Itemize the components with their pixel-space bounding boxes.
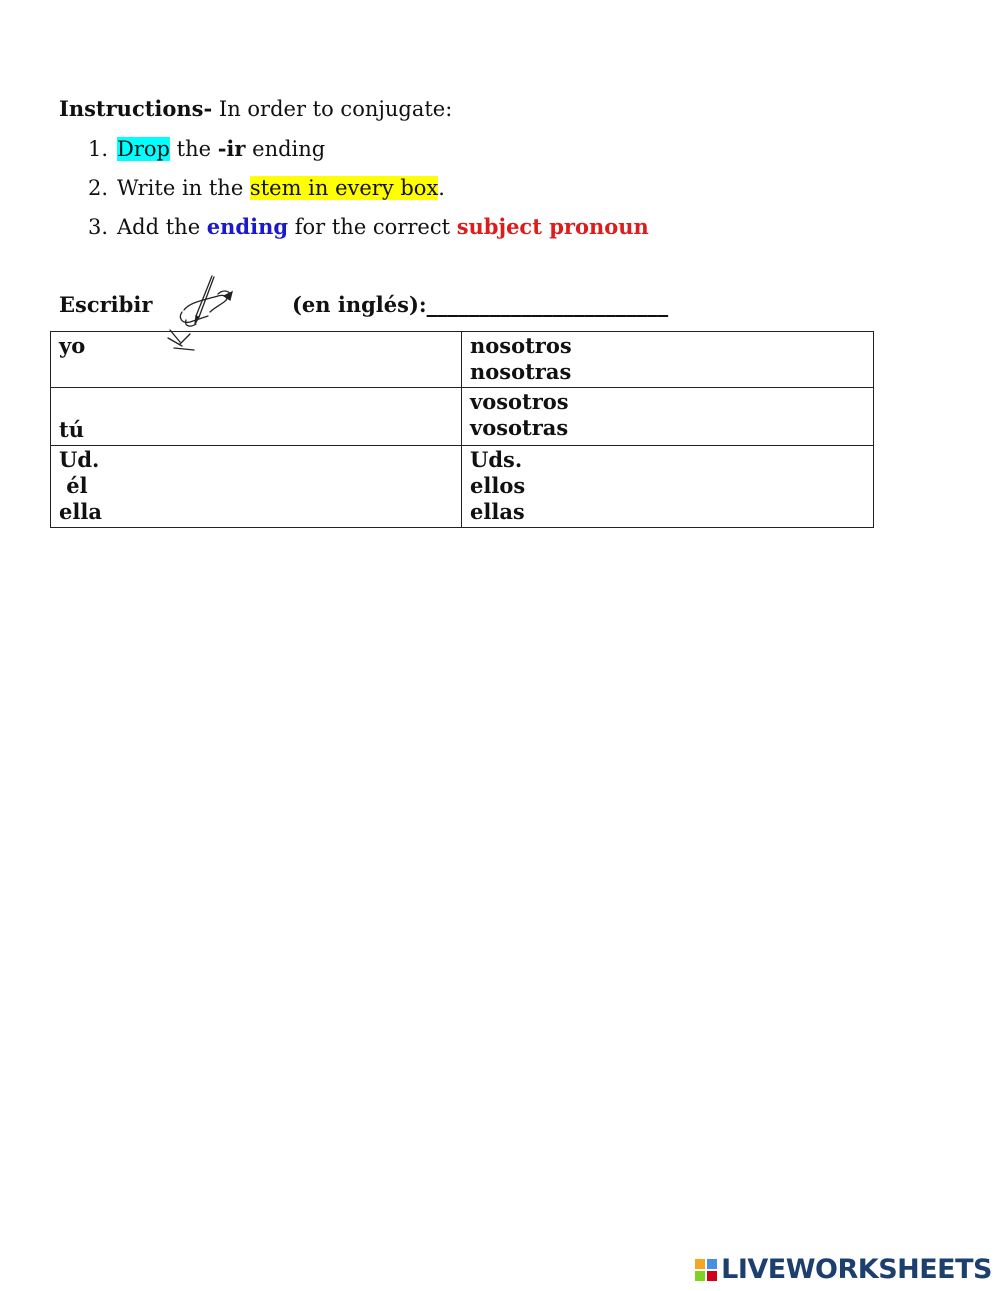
ending-word: ending: [206, 214, 289, 239]
cell-tu[interactable]: [51, 388, 462, 446]
pronoun-ud: Ud.: [59, 447, 100, 472]
cell-nosotros[interactable]: [462, 332, 874, 388]
step-text: the: [169, 137, 218, 161]
cell-ud[interactable]: [51, 446, 462, 528]
pronoun-tu: tú: [59, 417, 84, 442]
highlight-stem: stem in every box: [249, 176, 439, 200]
step-text: Write in the: [117, 176, 250, 200]
cell-yo[interactable]: [51, 332, 462, 388]
ir-ending: -ir: [217, 136, 246, 161]
subject-pronoun-word: subject pronoun: [456, 214, 649, 239]
pronoun-ellas: ellas: [470, 499, 525, 524]
pronoun-nosotras: nosotras: [470, 359, 572, 384]
step-text: Add the: [117, 215, 207, 239]
step-3: [88, 214, 649, 253]
liveworksheets-logo: [695, 1254, 992, 1285]
cell-vosotros[interactable]: [462, 388, 874, 446]
highlight-drop: Drop: [117, 137, 170, 161]
pronoun-ella: ella: [59, 499, 102, 524]
instructions-heading: [59, 96, 452, 122]
pronoun-ellos: ellos: [470, 473, 526, 498]
step-1: [88, 136, 649, 175]
instructions-text: In order to conjugate:: [212, 97, 453, 121]
brand-name: LIVEWORKSHEETS: [721, 1254, 992, 1285]
pronoun-yo: yo: [59, 333, 86, 358]
liveworksheets-logo-icon: [695, 1259, 717, 1281]
instructions-label: Instructions-: [59, 96, 213, 121]
table-row: [51, 388, 874, 446]
step-number: 1.: [88, 137, 109, 161]
step-number: 3.: [88, 215, 109, 239]
english-translation-field[interactable]: (en inglés):_______________________: [292, 292, 669, 317]
pronoun-el: él: [59, 473, 88, 498]
pronoun-nosotros: nosotros: [470, 333, 572, 358]
pronoun-uds: Uds.: [470, 447, 523, 472]
step-text: for the correct: [288, 215, 457, 239]
pronoun-vosotras: vosotras: [470, 415, 569, 440]
table-row: [51, 446, 874, 528]
pronoun-vosotros: vosotros: [470, 389, 569, 414]
step-2: [88, 175, 649, 214]
conjugation-table: [50, 331, 874, 528]
step-number: 2.: [88, 176, 109, 200]
table-row: [51, 332, 874, 388]
verb-name: Escribir: [59, 292, 153, 317]
step-text: .: [438, 176, 445, 200]
cell-uds[interactable]: [462, 446, 874, 528]
verb-line: [59, 292, 669, 317]
instruction-steps: [88, 136, 649, 253]
step-text: ending: [245, 137, 326, 161]
